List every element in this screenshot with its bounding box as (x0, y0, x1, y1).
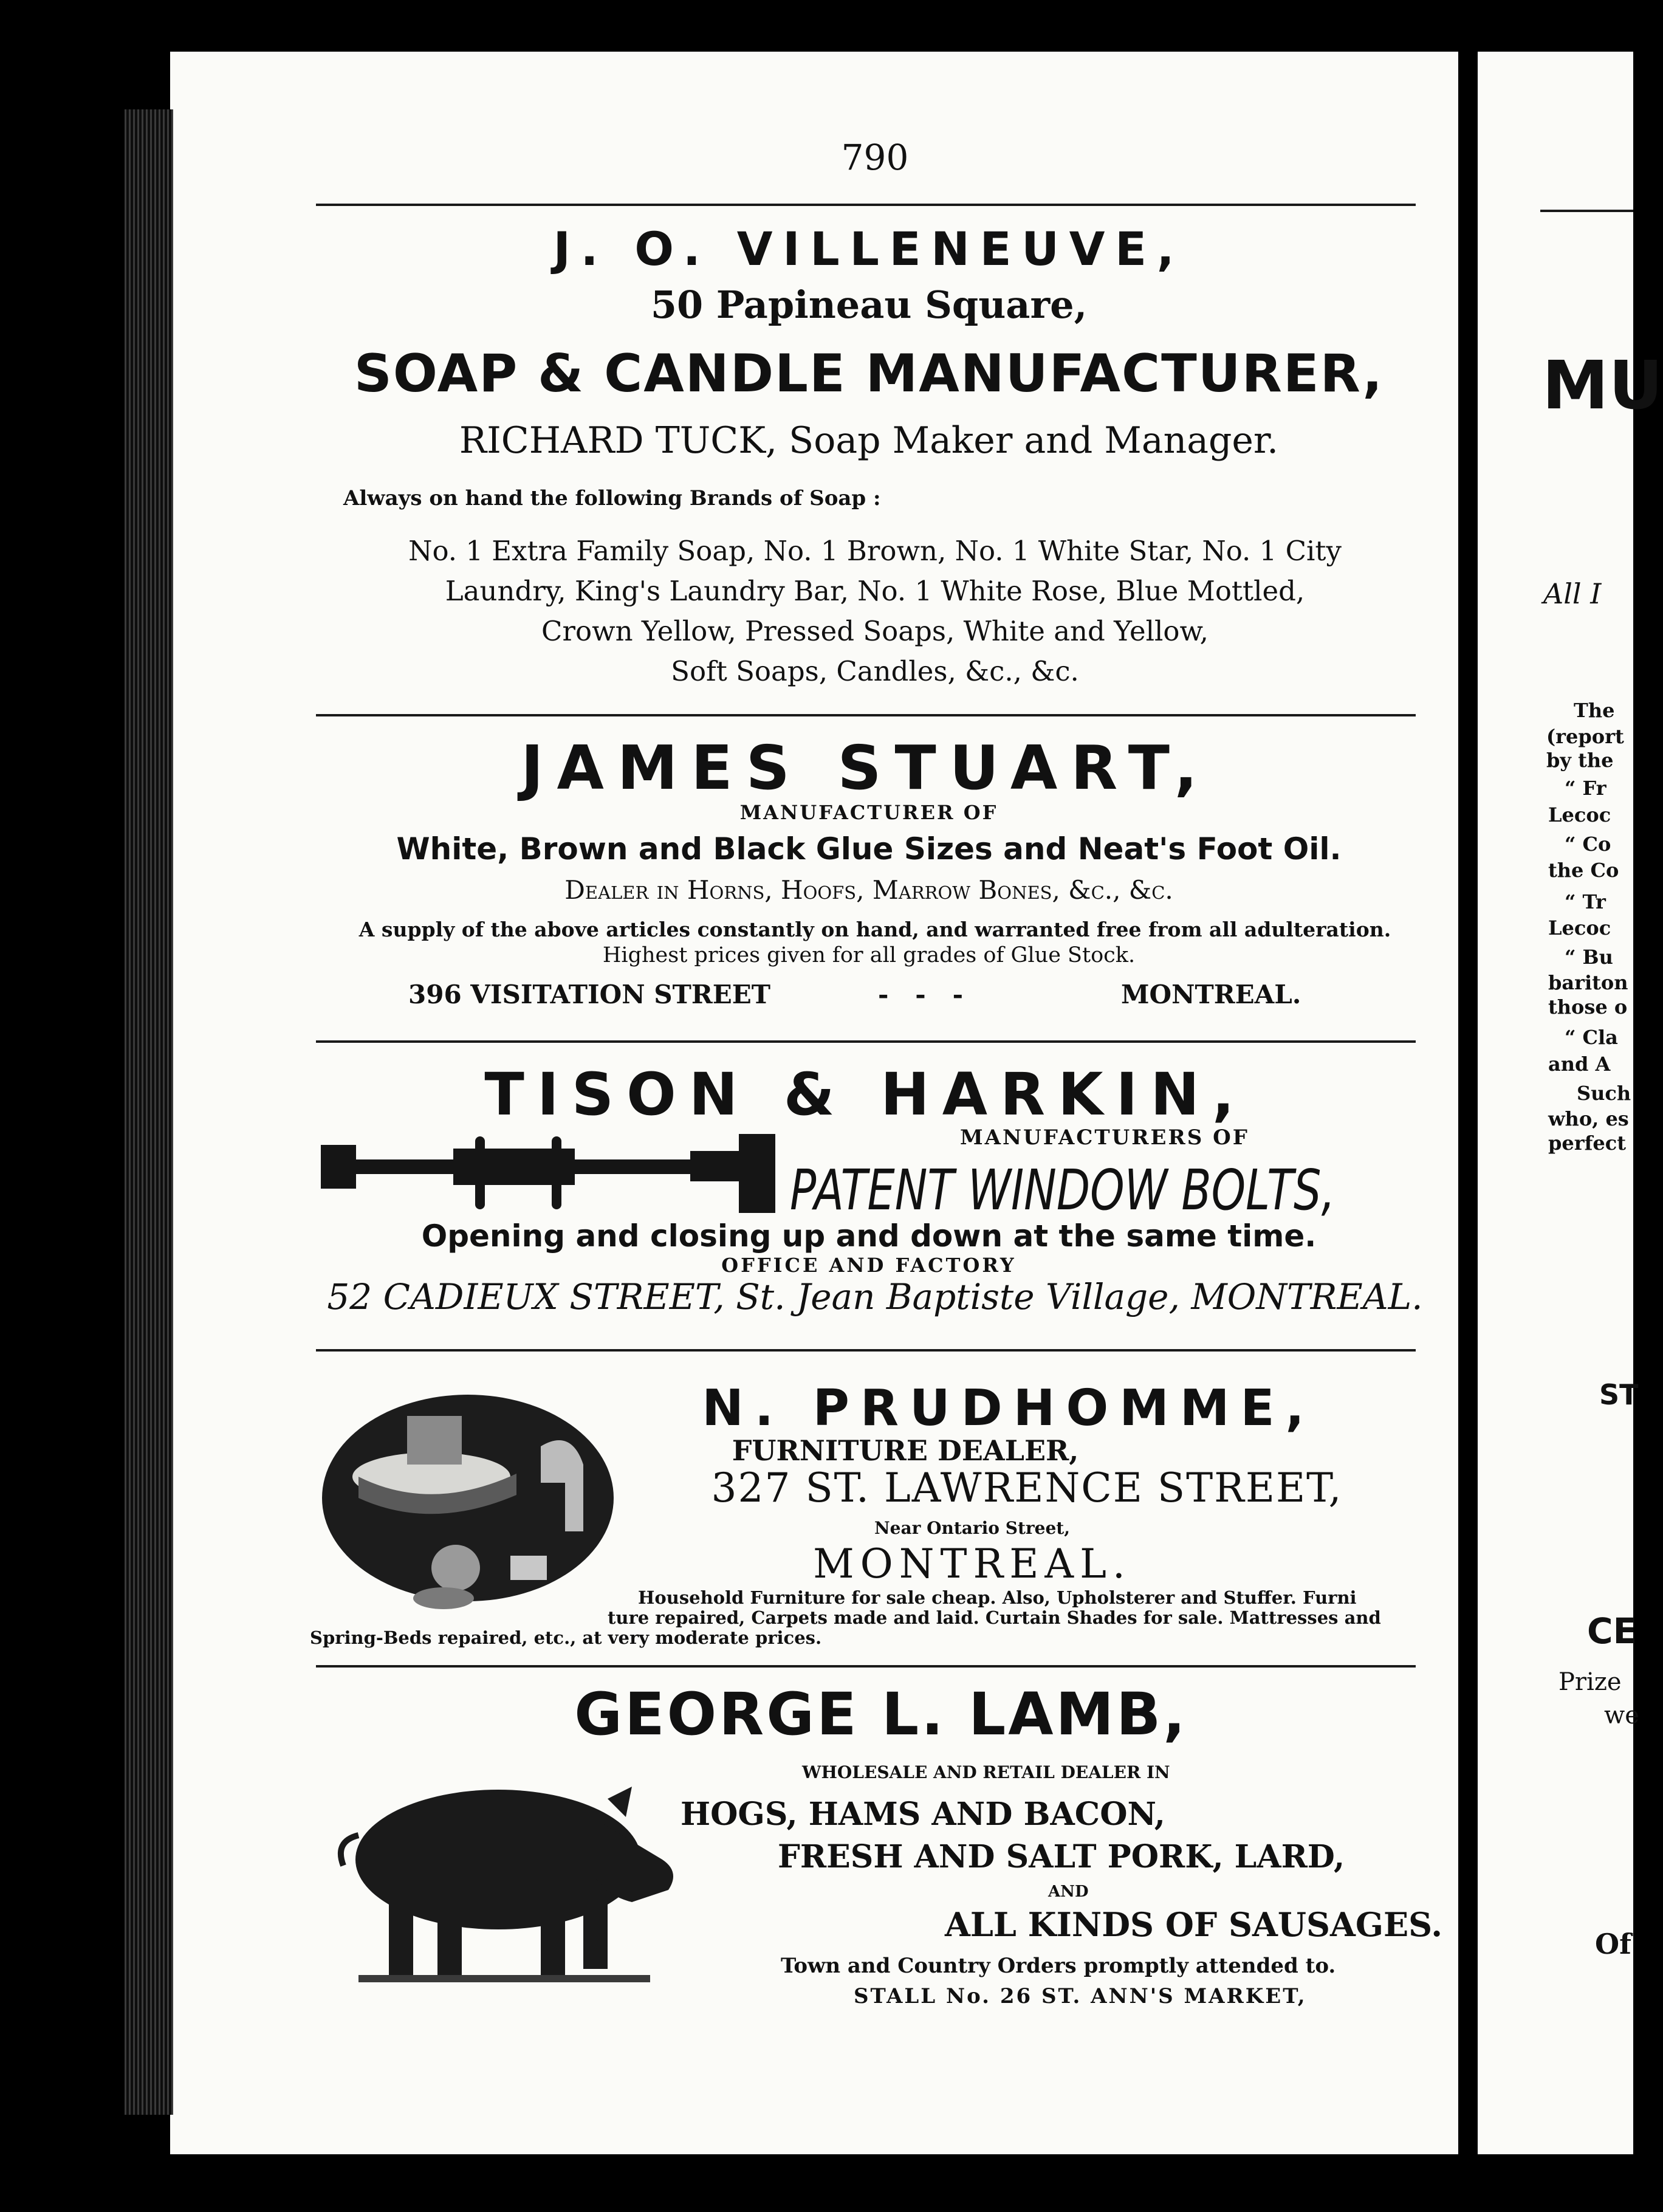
supply-line: A supply of the above articles constantly on hand, and warranted free from all adulteration. (358, 918, 1391, 941)
divider (316, 1665, 1416, 1668)
divider (316, 1349, 1416, 1352)
line-fragment: Prize (1558, 1668, 1622, 1696)
brands-line: Soft Soaps, Candles, &c., &c. (671, 655, 1079, 687)
divider (316, 204, 1416, 206)
orders-line: Town and Country Orders promptly attended to. (781, 1954, 1336, 1978)
dealer-line: Dealer in Horns, Hoofs, Marrow Bones, &c., &c. (564, 875, 1173, 905)
line-fragment: “ Cla (1565, 1026, 1618, 1049)
street: 327 ST. LAWRENCE STREET, (711, 1465, 1343, 1511)
body-line: ture repaired, Carpets made and laid. Curtain Shades for sale. Mattresses and (608, 1607, 1381, 1628)
divider (316, 1040, 1416, 1043)
divider (1540, 210, 1633, 212)
product-line: FRESH AND SALT PORK, LARD, (778, 1838, 1345, 1875)
divider (316, 714, 1416, 716)
line-fragment: perfect (1548, 1132, 1626, 1155)
trade: FURNITURE DEALER, (732, 1434, 1079, 1467)
advertiser-name: TISON & HARKIN, (484, 1060, 1247, 1128)
heading-fragment: ST (1599, 1378, 1639, 1411)
address: 50 Papineau Square, (650, 283, 1088, 327)
window-bolt-icon (316, 1130, 784, 1221)
advertiser-name: J. O. VILLENEUVE, (553, 222, 1185, 276)
body-line: Household Furniture for sale cheap. Also, Upholsterer and Stuffer. Furni (638, 1587, 1357, 1608)
brands-line: Crown Yellow, Pressed Soaps, White and Yellow, (541, 615, 1209, 647)
furniture-illustration (316, 1373, 620, 1629)
and-label: AND (1048, 1883, 1089, 1901)
line-fragment: Lecoc (1548, 916, 1611, 939)
line-fragment: by the (1546, 749, 1614, 772)
page-number: 790 (841, 137, 909, 178)
tagline: Opening and closing up and down at the same time. (421, 1218, 1317, 1254)
line-fragment: The (1574, 699, 1615, 722)
products: White, Brown and Black Glue Sizes and Neat's Foot Oil. (396, 831, 1342, 867)
advertiser-name: GEORGE L. LAMB, (574, 1680, 1188, 1748)
heading-fragment: CE (1587, 1610, 1637, 1652)
office-label: OFFICE AND FACTORY (721, 1254, 1017, 1277)
address: 52 CADIEUX STREET, St. Jean Baptiste Village, MONTREAL. (327, 1276, 1423, 1317)
page-edge (125, 109, 173, 2115)
line-fragment: Lecoc (1548, 803, 1611, 826)
line-fragment: Such (1577, 1082, 1631, 1105)
advertiser-name: N. PRUDHOMME, (702, 1379, 1315, 1437)
city: MONTREAL. (1121, 980, 1301, 1009)
subtitle: WHOLESALE AND RETAIL DEALER IN (802, 1762, 1170, 1782)
line-fragment: Of (1595, 1928, 1631, 1960)
product-line: ALL KINDS OF SAUSAGES. (945, 1905, 1443, 1944)
line-fragment: “ Tr (1565, 890, 1606, 913)
prices-line: Highest prices given for all grades of Glue Stock. (602, 943, 1136, 967)
city: MONTREAL. (813, 1540, 1131, 1587)
street: 396 VISITATION STREET (408, 980, 771, 1009)
dashes: - - - (878, 980, 964, 1009)
brands-line: No. 1 Extra Family Soap, No. 1 Brown, No. 1 White Star, No. 1 City (408, 535, 1342, 567)
line-fragment: “ Bu (1565, 946, 1613, 969)
subtitle: MANUFACTURERS OF (960, 1125, 1249, 1150)
subtitle: MANUFACTURER OF (739, 801, 998, 824)
line-fragment: “ Fr (1565, 777, 1606, 800)
trade: SOAP & CANDLE MANUFACTURER, (354, 343, 1384, 404)
line-fragment: and A (1548, 1053, 1611, 1076)
italic-fragment: All I (1543, 577, 1602, 610)
line-fragment: who, es (1548, 1107, 1629, 1130)
line-fragment: the Co (1548, 859, 1619, 882)
brands-intro: Always on hand the following Brands of Soap : (343, 486, 881, 510)
line-fragment: “ Co (1565, 833, 1611, 856)
line-fragment: those o (1548, 995, 1628, 1018)
advertiser-name: JAMES STUART, (521, 732, 1211, 803)
product: PATENT WINDOW BOLTS, (790, 1158, 1336, 1223)
brands-line: Laundry, King's Laundry Bar, No. 1 White Rose, Blue Mottled, (445, 575, 1305, 607)
hog-illustration (322, 1756, 699, 1999)
stall-line: STALL No. 26 ST. ANN'S MARKET, (854, 1984, 1307, 2008)
product-line: HOGS, HAMS AND BACON, (681, 1796, 1165, 1833)
heading-fragment: MU (1542, 346, 1663, 424)
line-fragment: we (1604, 1702, 1639, 1729)
line-fragment: bariton (1548, 971, 1628, 994)
near-line: Near Ontario Street, (874, 1518, 1070, 1538)
body-line: Spring-Beds repaired, etc., at very moderate prices. (310, 1627, 822, 1648)
line-fragment: (report (1546, 725, 1624, 748)
manager-line: RICHARD TUCK, Soap Maker and Manager. (459, 419, 1279, 462)
